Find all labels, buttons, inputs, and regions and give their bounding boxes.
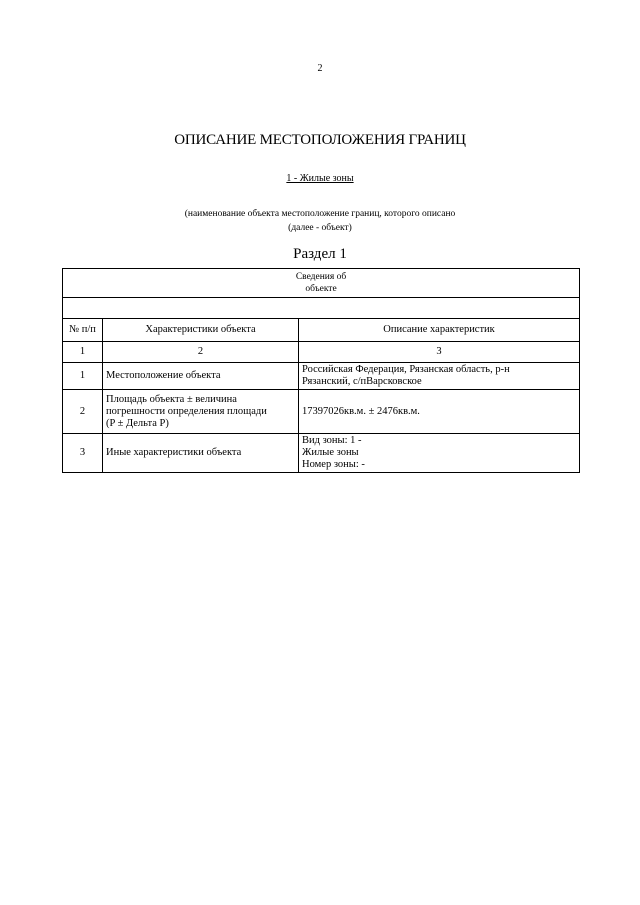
cell-line: Площадь объекта ± величина bbox=[106, 393, 237, 405]
row-description bbox=[299, 434, 580, 473]
table-row bbox=[63, 434, 580, 473]
row-characteristic bbox=[103, 363, 299, 390]
cell-line: погрешности определения площади bbox=[106, 405, 267, 417]
cell-line: Вид зоны: 1 - bbox=[302, 435, 362, 446]
cell-line: Номер зоны: - bbox=[302, 459, 365, 470]
cell-line: Местоположение объекта bbox=[106, 370, 221, 381]
object-name-text: 1 - Жилые зоны bbox=[286, 173, 354, 184]
row-number: 2 bbox=[63, 390, 103, 434]
column-header-num: № п/п bbox=[63, 319, 103, 342]
object-caption bbox=[0, 207, 640, 235]
column-header-description: Описание характеристик bbox=[299, 319, 580, 342]
table-column-headers bbox=[63, 319, 580, 342]
table-header-line: объекте bbox=[305, 284, 337, 294]
table-header-cell bbox=[63, 269, 580, 298]
document-title: ОПИСАНИЕ МЕСТОПОЛОЖЕНИЯ ГРАНИЦ bbox=[174, 132, 466, 148]
column-number: 3 bbox=[299, 342, 580, 363]
row-description bbox=[299, 390, 580, 434]
object-name bbox=[0, 173, 640, 184]
section-title: Раздел 1 bbox=[293, 246, 347, 262]
row-characteristic bbox=[103, 434, 299, 473]
cell-line: Иные характеристики объекта bbox=[106, 447, 242, 458]
cell-line: 17397026кв.м. ± 2476кв.м. bbox=[302, 405, 420, 417]
object-info-table bbox=[62, 268, 580, 473]
table-row bbox=[63, 363, 580, 390]
column-header-characteristic: Характеристики объекта bbox=[103, 319, 299, 342]
table-empty-row bbox=[63, 298, 580, 319]
table-column-numbers bbox=[63, 342, 580, 363]
row-number: 1 bbox=[63, 363, 103, 390]
cell-line: Рязанский, с/пВарсковское bbox=[302, 376, 422, 387]
table-header-line: Сведения об bbox=[295, 272, 347, 282]
column-number: 2 bbox=[103, 342, 299, 363]
cell-line: (P ± Дельта P) bbox=[106, 417, 169, 429]
object-caption-line: (наименование объекта местоположение границ, которого описано bbox=[184, 209, 456, 219]
column-number: 1 bbox=[63, 342, 103, 363]
row-description bbox=[299, 363, 580, 390]
page-number: 2 bbox=[317, 63, 323, 74]
cell-line: Российская Федерация, Рязанская область, р-н bbox=[302, 364, 510, 375]
table-row bbox=[63, 390, 580, 434]
cell-line: Жилые зоны bbox=[302, 447, 359, 458]
table-header-row bbox=[63, 269, 580, 298]
row-characteristic bbox=[103, 390, 299, 434]
object-caption-line: (далее - объект) bbox=[288, 223, 352, 233]
row-number: 3 bbox=[63, 434, 103, 473]
table-empty-cell bbox=[63, 298, 580, 319]
